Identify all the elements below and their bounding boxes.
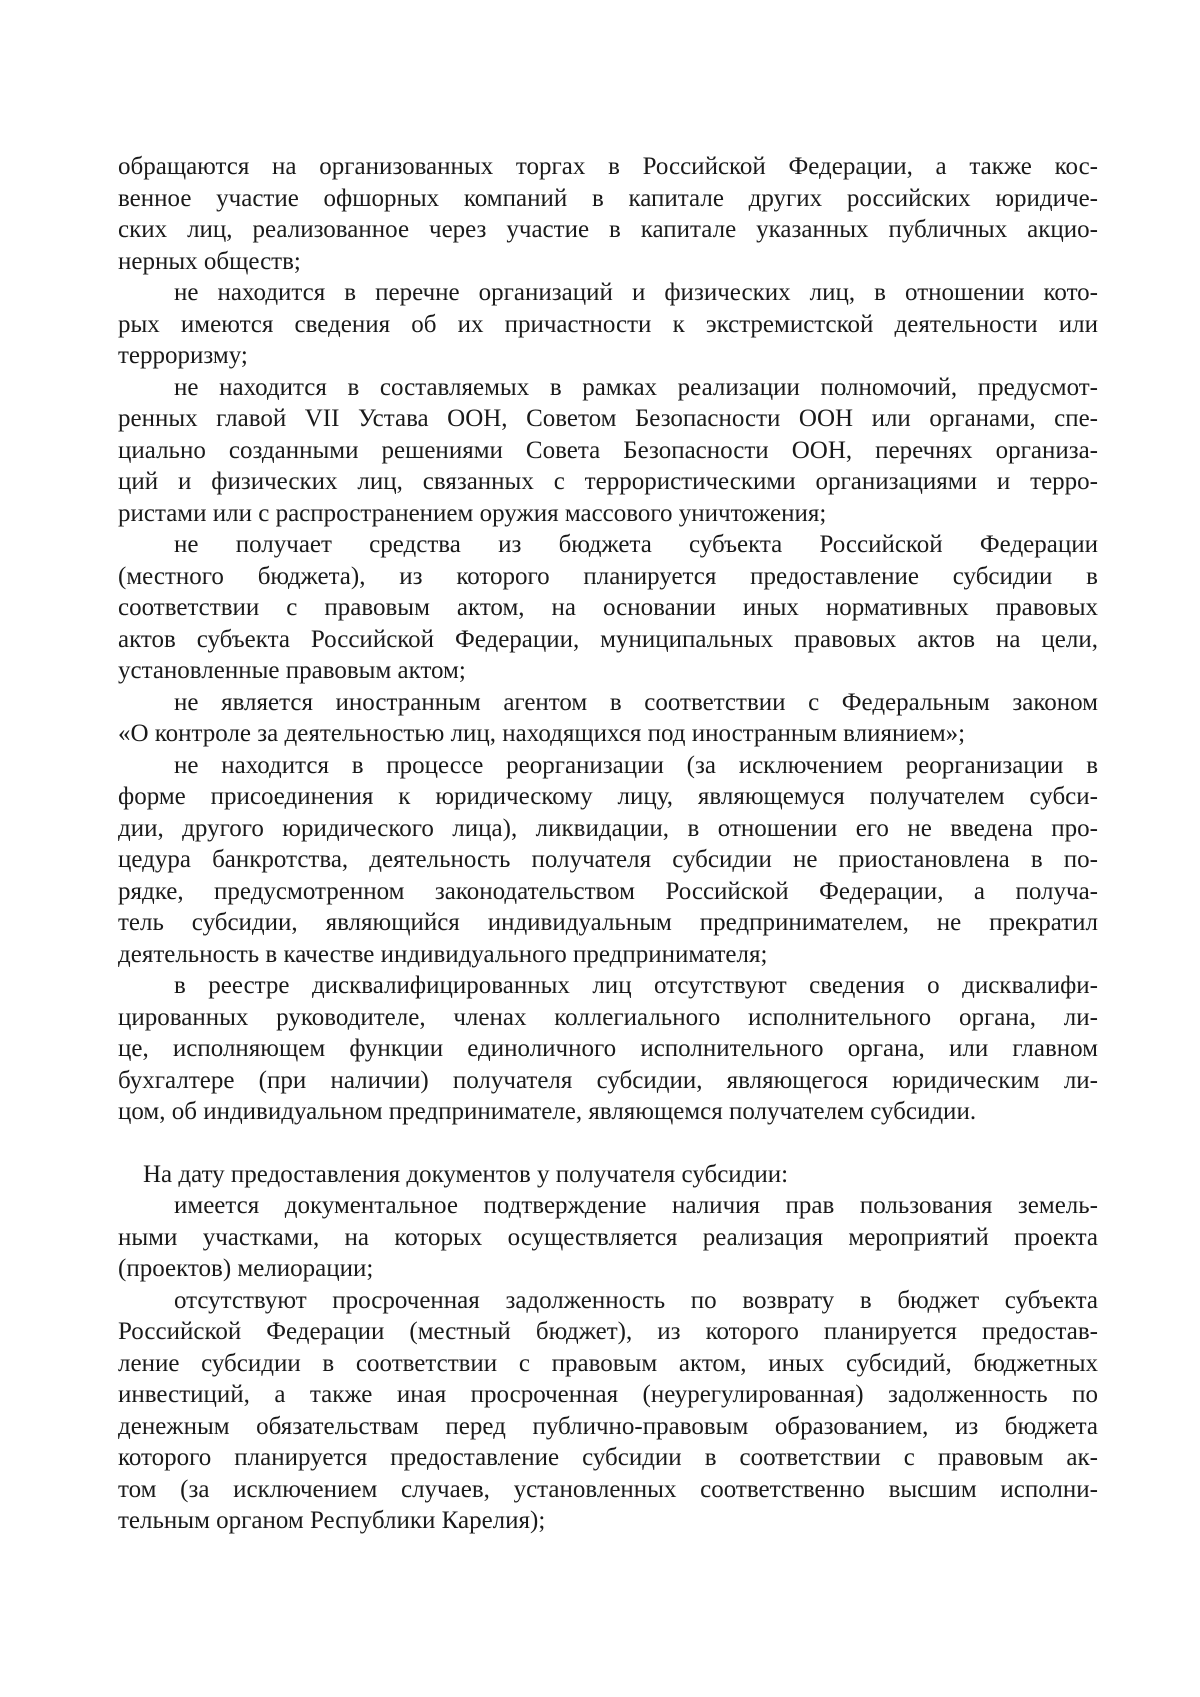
text-line: ских лиц, реализованное через участие в капитале указанных публичных акцио- bbox=[118, 216, 1098, 243]
text-line: Российской Федерации (местный бюджет), из которого планируется предостав- bbox=[118, 1318, 1098, 1345]
text-line: венное участие офшорных компаний в капитале других российских юридиче- bbox=[118, 184, 1098, 212]
text-line: не находится в перечне организаций и физических лиц, в отношении кото- bbox=[174, 279, 1098, 306]
text-line: дии, другого юридического лица), ликвидации, в отношении его не введена про- bbox=[118, 814, 1098, 842]
paragraph-budget-funds bbox=[118, 529, 1098, 687]
text-line: которого планируется предоставление субсидии в соответствии с правовым ак- bbox=[118, 1444, 1098, 1471]
text-line: том (за исключением случаев, установленных соответственно высшим исполни- bbox=[118, 1475, 1098, 1503]
text-line: (проектов) мелиорации; bbox=[118, 1255, 374, 1282]
paragraph-foreign-agent bbox=[118, 687, 1098, 750]
text-line: циально созданными решениями Совета Безопасности ООН, перечнях организа- bbox=[118, 436, 1098, 464]
text-line: имеется документальное подтверждение наличия прав пользования земель- bbox=[174, 1192, 1098, 1219]
text-line: бухгалтере (при наличии) получателя субсидии, являющегося юридическим ли- bbox=[118, 1066, 1098, 1094]
text-line: не является иностранным агентом в соответствии с Федеральным законом bbox=[174, 688, 1098, 716]
text-line: ление субсидии в соответствии с правовым актом, иных субсидий, бюджетных bbox=[118, 1349, 1098, 1377]
text-line: тель субсидии, являющийся индивидуальным предпринимателем, не прекратил bbox=[118, 909, 1098, 936]
text-line: (местного бюджета), из которого планируется предоставление субсидии в bbox=[118, 562, 1098, 590]
text-line: не находится в составляемых в рамках реализации полномочий, предусмот- bbox=[174, 373, 1098, 401]
paragraph-offshore-participation bbox=[118, 151, 1098, 277]
text-line: не получает средства из бюджета субъекта Российской Федерации bbox=[174, 531, 1098, 558]
text-line: отсутствуют просроченная задолженность по возврату в бюджет субъекта bbox=[174, 1286, 1098, 1314]
text-line: нерных обществ; bbox=[118, 247, 301, 275]
text-line: «О контроле за деятельностью лиц, находящихся под иностранным влиянием»; bbox=[118, 720, 966, 747]
text-line: форме присоединения к юридическому лицу, являющемуся получателем субси- bbox=[118, 783, 1098, 810]
section-intro-text: На дату предоставления документов у получателя субсидии: bbox=[143, 1160, 789, 1188]
section-spacer bbox=[118, 1128, 1098, 1159]
text-line: цедура банкротства, деятельность получателя субсидии не приостановлена в по- bbox=[118, 846, 1098, 873]
paragraph-overdue-debt bbox=[118, 1285, 1098, 1537]
text-line: не находится в процессе реорганизации (за исключением реорганизации в bbox=[174, 751, 1098, 779]
text-line: соответствии с правовым актом, на основании иных нормативных правовых bbox=[118, 594, 1098, 621]
document-body bbox=[118, 151, 1098, 1537]
paragraph-un-lists bbox=[118, 372, 1098, 530]
text-line: ций и физических лиц, связанных с террористическими организациями и терро- bbox=[118, 468, 1098, 495]
text-line: ными участками, на которых осуществляется реализация мероприятий проекта bbox=[118, 1223, 1098, 1251]
text-line: цом, об индивидуальном предпринимателе, являющемся получателем субсидии. bbox=[118, 1098, 977, 1125]
section-intro bbox=[118, 1159, 1098, 1191]
text-line: обращаются на организованных торгах в Российской Федерации, а также кос- bbox=[118, 153, 1098, 180]
text-line: ристами или с распространением оружия массового уничтожения; bbox=[118, 499, 827, 527]
text-line: актов субъекта Российской Федерации, муниципальных правовых актов на цели, bbox=[118, 625, 1098, 653]
paragraph-reorganization bbox=[118, 750, 1098, 971]
text-line: рядке, предусмотренном законодательством Российской Федерации, а получа- bbox=[118, 877, 1098, 905]
text-line: ренных главой VII Устава ООН, Советом Безопасности ООН или органами, спе- bbox=[118, 405, 1098, 432]
text-line: инвестиций, а также иная просроченная (неурегулированная) задолженность по bbox=[118, 1381, 1098, 1408]
text-line: установленные правовым актом; bbox=[118, 657, 466, 684]
text-line: терроризму; bbox=[118, 342, 248, 369]
paragraph-land-rights bbox=[118, 1190, 1098, 1285]
text-line: це, исполняющем функции единоличного исполнительного органа, или главном bbox=[118, 1035, 1098, 1062]
paragraph-disqualified-persons bbox=[118, 970, 1098, 1128]
text-line: денежным обязательствам перед публично-правовым образованием, из бюджета bbox=[118, 1412, 1098, 1440]
text-line: в реестре дисквалифицированных лиц отсутствуют сведения о дисквалифи- bbox=[174, 972, 1098, 999]
text-line: рых имеются сведения об их причастности к экстремистской деятельности или bbox=[118, 310, 1098, 338]
text-line: цированных руководителе, членах коллегиального исполнительного органа, ли- bbox=[118, 1003, 1098, 1031]
paragraph-extremism-list bbox=[118, 277, 1098, 372]
text-line: деятельность в качестве индивидуального предпринимателя; bbox=[118, 940, 768, 968]
text-line: тельным органом Республики Карелия); bbox=[118, 1507, 546, 1534]
